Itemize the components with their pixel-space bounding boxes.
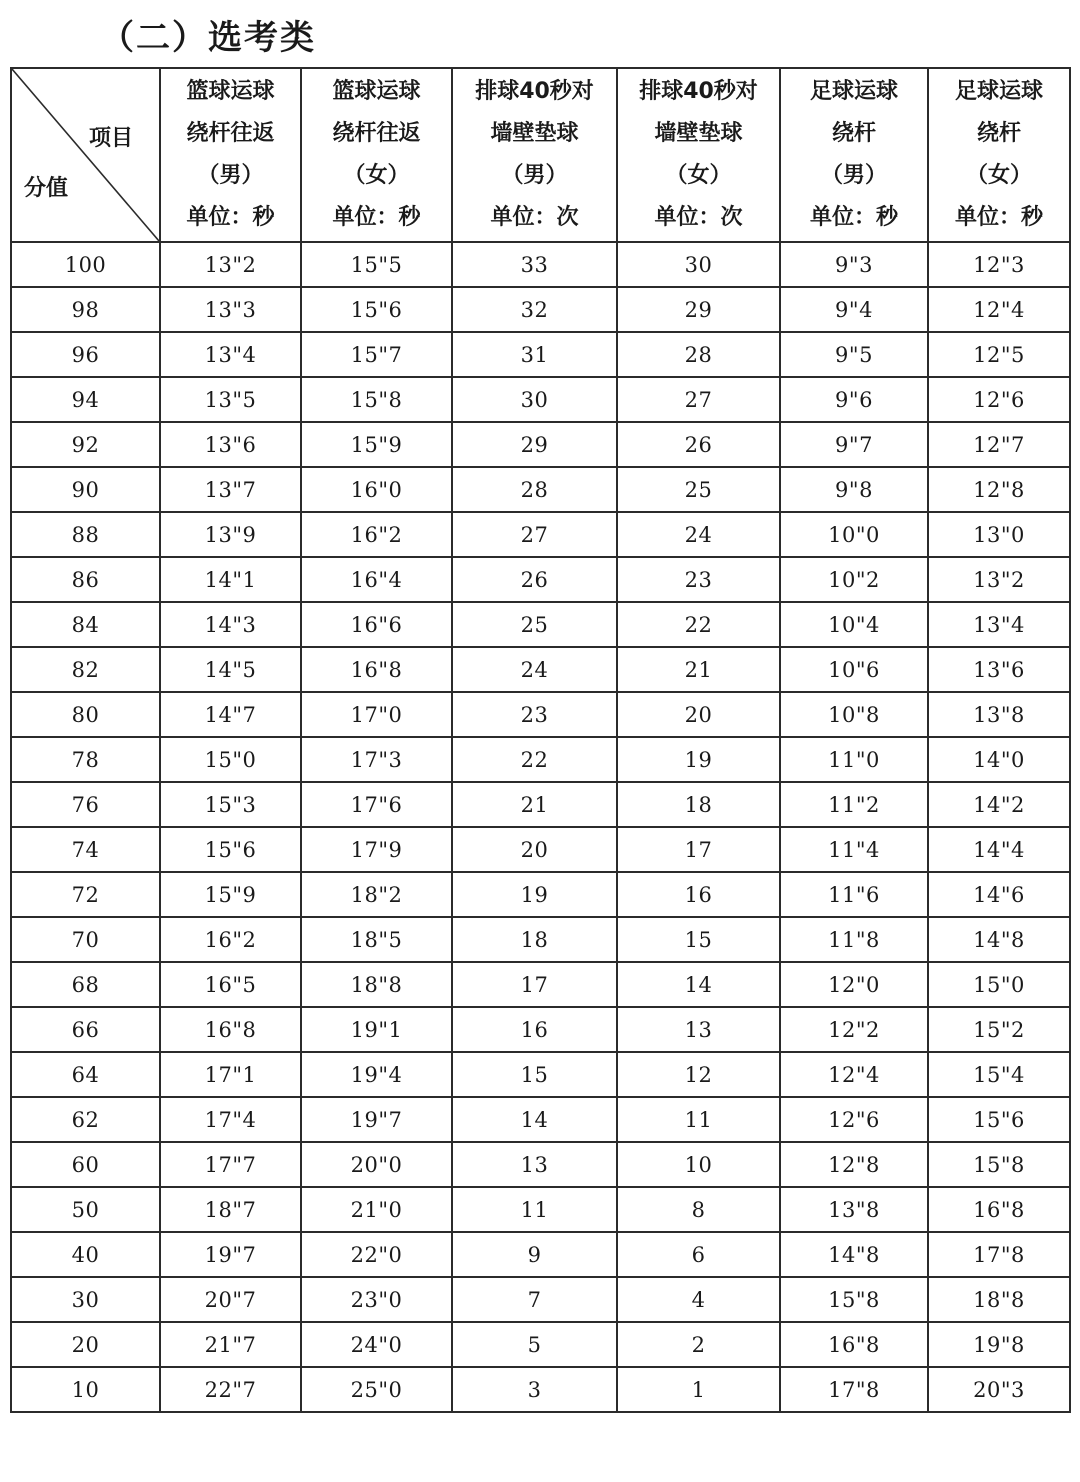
basketball-female-cell: 24"0: [301, 1322, 452, 1367]
football-male-cell: 10"4: [780, 602, 928, 647]
table-row: [11, 377, 1070, 422]
table-row: [11, 1007, 1070, 1052]
football-male-cell: 12"8: [780, 1142, 928, 1187]
football-female-cell: 14"8: [928, 917, 1070, 962]
volleyball-female-cell: 30: [617, 242, 780, 287]
football-female-cell: 15"2: [928, 1007, 1070, 1052]
football-female-cell: 15"4: [928, 1052, 1070, 1097]
football-male-cell: 12"2: [780, 1007, 928, 1052]
football-female-cell: 19"8: [928, 1322, 1070, 1367]
football-female-cell: 15"6: [928, 1097, 1070, 1142]
football-male-cell: 11"2: [780, 782, 928, 827]
volleyball-male-cell: 9: [452, 1232, 617, 1277]
football-female-cell: 18"8: [928, 1277, 1070, 1322]
basketball-male-cell: 16"2: [160, 917, 301, 962]
table-row: [11, 422, 1070, 467]
table-row: [11, 872, 1070, 917]
football-female-cell: 20"3: [928, 1367, 1070, 1412]
column-header-line: 排球40秒对: [639, 79, 758, 104]
score-cell: 76: [11, 782, 160, 827]
volleyball-female-cell: 6: [617, 1232, 780, 1277]
table-row: [11, 467, 1070, 512]
volleyball-male-cell: 27: [452, 512, 617, 557]
basketball-male-cell: 13"2: [160, 242, 301, 287]
corner-label-item: 项目: [88, 126, 133, 151]
basketball-female-cell: 23"0: [301, 1277, 452, 1322]
volleyball-male-cell: 19: [452, 872, 617, 917]
volleyball-female-cell: 10: [617, 1142, 780, 1187]
score-cell: 20: [11, 1322, 160, 1367]
table-row: [11, 962, 1070, 1007]
football-male-cell: 9"4: [780, 287, 928, 332]
table-row: [11, 602, 1070, 647]
football-female-cell: 12"8: [928, 467, 1070, 512]
basketball-male-cell: 14"7: [160, 692, 301, 737]
score-cell: 90: [11, 467, 160, 512]
score-cell: 68: [11, 962, 160, 1007]
column-header-line: 篮球运球: [186, 79, 275, 104]
volleyball-male-cell: 22: [452, 737, 617, 782]
basketball-female-cell: 17"3: [301, 737, 452, 782]
table-row: [11, 1232, 1070, 1277]
column-header-line: （男）: [197, 163, 264, 188]
table-row: [11, 332, 1070, 377]
volleyball-female-cell: 16: [617, 872, 780, 917]
table-row: [11, 1367, 1070, 1412]
football-female-cell: 12"5: [928, 332, 1070, 377]
basketball-male-cell: 21"7: [160, 1322, 301, 1367]
table-row: [11, 692, 1070, 737]
basketball-male-cell: 14"5: [160, 647, 301, 692]
volleyball-male-cell: 14: [452, 1097, 617, 1142]
corner-label-score: 分值: [24, 176, 69, 201]
football-male-cell: 9"7: [780, 422, 928, 467]
score-cell: 84: [11, 602, 160, 647]
table-row: [11, 1052, 1070, 1097]
football-male-cell: 10"8: [780, 692, 928, 737]
column-header-line: 绕杆: [976, 121, 1021, 146]
basketball-male-cell: 20"7: [160, 1277, 301, 1322]
column-header-basketball-male: [160, 68, 301, 242]
volleyball-female-cell: 14: [617, 962, 780, 1007]
volleyball-female-cell: 15: [617, 917, 780, 962]
volleyball-female-cell: 1: [617, 1367, 780, 1412]
basketball-female-cell: 21"0: [301, 1187, 452, 1232]
basketball-male-cell: 13"7: [160, 467, 301, 512]
volleyball-female-cell: 19: [617, 737, 780, 782]
score-cell: 30: [11, 1277, 160, 1322]
column-header-line: 绕杆: [831, 121, 876, 146]
score-cell: 40: [11, 1232, 160, 1277]
score-cell: 10: [11, 1367, 160, 1412]
basketball-male-cell: 13"5: [160, 377, 301, 422]
volleyball-male-cell: 18: [452, 917, 617, 962]
score-cell: 100: [11, 242, 160, 287]
football-female-cell: 13"6: [928, 647, 1070, 692]
basketball-male-cell: 13"6: [160, 422, 301, 467]
football-female-cell: 15"8: [928, 1142, 1070, 1187]
volleyball-male-cell: 29: [452, 422, 617, 467]
volleyball-female-cell: 23: [617, 557, 780, 602]
football-male-cell: 15"8: [780, 1277, 928, 1322]
volleyball-male-cell: 26: [452, 557, 617, 602]
basketball-male-cell: 17"1: [160, 1052, 301, 1097]
football-female-cell: 13"0: [928, 512, 1070, 557]
football-male-cell: 11"4: [780, 827, 928, 872]
table-row: [11, 1097, 1070, 1142]
volleyball-female-cell: 8: [617, 1187, 780, 1232]
football-male-cell: 9"5: [780, 332, 928, 377]
column-header-volleyball-female: [617, 68, 780, 242]
basketball-female-cell: 16"6: [301, 602, 452, 647]
volleyball-female-cell: 21: [617, 647, 780, 692]
column-header-line: （男）: [820, 163, 887, 188]
football-male-cell: 16"8: [780, 1322, 928, 1367]
football-male-cell: 11"8: [780, 917, 928, 962]
football-male-cell: 9"6: [780, 377, 928, 422]
basketball-female-cell: 22"0: [301, 1232, 452, 1277]
football-female-cell: 13"4: [928, 602, 1070, 647]
column-header-unit: 单位：秒: [332, 205, 421, 230]
volleyball-male-cell: 3: [452, 1367, 617, 1412]
football-female-cell: 14"6: [928, 872, 1070, 917]
basketball-female-cell: 25"0: [301, 1367, 452, 1412]
table-row: [11, 917, 1070, 962]
football-male-cell: 11"6: [780, 872, 928, 917]
basketball-male-cell: 15"6: [160, 827, 301, 872]
score-cell: 60: [11, 1142, 160, 1187]
basketball-male-cell: 16"8: [160, 1007, 301, 1052]
column-header-line: （男）: [501, 163, 568, 188]
basketball-male-cell: 15"3: [160, 782, 301, 827]
football-female-cell: 13"8: [928, 692, 1070, 737]
football-male-cell: 14"8: [780, 1232, 928, 1277]
score-cell: 66: [11, 1007, 160, 1052]
volleyball-female-cell: 28: [617, 332, 780, 377]
column-header-line: 足球运球: [809, 79, 898, 104]
column-header-football-female: [928, 68, 1070, 242]
basketball-female-cell: 19"7: [301, 1097, 452, 1142]
column-header-basketball-female: [301, 68, 452, 242]
volleyball-female-cell: 26: [617, 422, 780, 467]
football-male-cell: 12"0: [780, 962, 928, 1007]
basketball-male-cell: 16"5: [160, 962, 301, 1007]
score-cell: 82: [11, 647, 160, 692]
football-female-cell: 14"0: [928, 737, 1070, 782]
volleyball-male-cell: 25: [452, 602, 617, 647]
basketball-male-cell: 15"0: [160, 737, 301, 782]
volleyball-female-cell: 29: [617, 287, 780, 332]
basketball-female-cell: 19"1: [301, 1007, 452, 1052]
score-cell: 96: [11, 332, 160, 377]
volleyball-female-cell: 20: [617, 692, 780, 737]
volleyball-male-cell: 11: [452, 1187, 617, 1232]
score-table-body: [11, 242, 1070, 1412]
score-cell: 62: [11, 1097, 160, 1142]
score-cell: 64: [11, 1052, 160, 1097]
basketball-male-cell: 14"1: [160, 557, 301, 602]
volleyball-female-cell: 27: [617, 377, 780, 422]
basketball-male-cell: 13"4: [160, 332, 301, 377]
column-header-unit: 单位：次: [490, 205, 579, 230]
table-row: [11, 1322, 1070, 1367]
corner-header-cell: [11, 68, 160, 242]
volleyball-female-cell: 11: [617, 1097, 780, 1142]
basketball-male-cell: 17"7: [160, 1142, 301, 1187]
basketball-female-cell: 19"4: [301, 1052, 452, 1097]
volleyball-male-cell: 13: [452, 1142, 617, 1187]
football-female-cell: 12"4: [928, 287, 1070, 332]
football-male-cell: 12"4: [780, 1052, 928, 1097]
football-female-cell: 12"6: [928, 377, 1070, 422]
volleyball-male-cell: 30: [452, 377, 617, 422]
basketball-female-cell: 15"9: [301, 422, 452, 467]
table-row: [11, 557, 1070, 602]
volleyball-female-cell: 25: [617, 467, 780, 512]
basketball-male-cell: 22"7: [160, 1367, 301, 1412]
score-cell: 98: [11, 287, 160, 332]
column-header-line: 墙壁垫球: [654, 121, 743, 146]
basketball-female-cell: 17"0: [301, 692, 452, 737]
basketball-female-cell: 18"5: [301, 917, 452, 962]
basketball-female-cell: 15"7: [301, 332, 452, 377]
football-male-cell: 10"6: [780, 647, 928, 692]
football-female-cell: 14"4: [928, 827, 1070, 872]
column-header-line: （女）: [965, 163, 1032, 188]
column-header-line: 排球40秒对: [475, 79, 594, 104]
volleyball-male-cell: 33: [452, 242, 617, 287]
volleyball-male-cell: 5: [452, 1322, 617, 1367]
football-female-cell: 14"2: [928, 782, 1070, 827]
score-cell: 74: [11, 827, 160, 872]
volleyball-male-cell: 15: [452, 1052, 617, 1097]
basketball-female-cell: 20"0: [301, 1142, 452, 1187]
basketball-female-cell: 16"4: [301, 557, 452, 602]
volleyball-male-cell: 24: [452, 647, 617, 692]
score-cell: 88: [11, 512, 160, 557]
basketball-female-cell: 15"8: [301, 377, 452, 422]
football-male-cell: 9"3: [780, 242, 928, 287]
volleyball-female-cell: 18: [617, 782, 780, 827]
column-header-line: 墙壁垫球: [490, 121, 579, 146]
score-cell: 72: [11, 872, 160, 917]
score-cell: 80: [11, 692, 160, 737]
table-row: [11, 827, 1070, 872]
score-cell: 94: [11, 377, 160, 422]
basketball-female-cell: 16"0: [301, 467, 452, 512]
basketball-female-cell: 15"5: [301, 242, 452, 287]
basketball-male-cell: 14"3: [160, 602, 301, 647]
basketball-female-cell: 18"2: [301, 872, 452, 917]
volleyball-female-cell: 12: [617, 1052, 780, 1097]
table-row: [11, 1277, 1070, 1322]
diagonal-line: [12, 69, 159, 241]
volleyball-male-cell: 20: [452, 827, 617, 872]
table-row: [11, 242, 1070, 287]
basketball-female-cell: 16"2: [301, 512, 452, 557]
table-row: [11, 1187, 1070, 1232]
football-male-cell: 12"6: [780, 1097, 928, 1142]
column-header-unit: 单位：秒: [809, 205, 898, 230]
volleyball-female-cell: 2: [617, 1322, 780, 1367]
column-header-unit: 单位：秒: [954, 205, 1043, 230]
basketball-male-cell: 17"4: [160, 1097, 301, 1142]
football-male-cell: 13"8: [780, 1187, 928, 1232]
column-header-unit: 单位：次: [654, 205, 743, 230]
volleyball-male-cell: 16: [452, 1007, 617, 1052]
basketball-male-cell: 13"9: [160, 512, 301, 557]
football-female-cell: 15"0: [928, 962, 1070, 1007]
score-table: [10, 67, 1071, 1413]
basketball-female-cell: 15"6: [301, 287, 452, 332]
basketball-female-cell: 17"9: [301, 827, 452, 872]
volleyball-female-cell: 4: [617, 1277, 780, 1322]
score-cell: 86: [11, 557, 160, 602]
football-male-cell: 10"0: [780, 512, 928, 557]
column-header-line: （女）: [343, 163, 410, 188]
football-female-cell: 13"2: [928, 557, 1070, 602]
section-title: （二）选考类: [100, 18, 316, 58]
column-header-line: 篮球运球: [332, 79, 421, 104]
football-female-cell: 12"7: [928, 422, 1070, 467]
football-male-cell: 9"8: [780, 467, 928, 512]
football-male-cell: 10"2: [780, 557, 928, 602]
score-cell: 78: [11, 737, 160, 782]
basketball-male-cell: 18"7: [160, 1187, 301, 1232]
table-row: [11, 1142, 1070, 1187]
volleyball-male-cell: 28: [452, 467, 617, 512]
column-header-volleyball-male: [452, 68, 617, 242]
basketball-male-cell: 13"3: [160, 287, 301, 332]
table-row: [11, 782, 1070, 827]
volleyball-female-cell: 13: [617, 1007, 780, 1052]
table-row: [11, 512, 1070, 557]
table-row: [11, 287, 1070, 332]
volleyball-male-cell: 21: [452, 782, 617, 827]
column-header-football-male: [780, 68, 928, 242]
volleyball-female-cell: 17: [617, 827, 780, 872]
volleyball-female-cell: 24: [617, 512, 780, 557]
football-male-cell: 11"0: [780, 737, 928, 782]
basketball-male-cell: 15"9: [160, 872, 301, 917]
football-female-cell: 12"3: [928, 242, 1070, 287]
volleyball-male-cell: 31: [452, 332, 617, 377]
score-cell: 70: [11, 917, 160, 962]
football-male-cell: 17"8: [780, 1367, 928, 1412]
table-row: [11, 737, 1070, 782]
column-header-line: 绕杆往返: [186, 121, 275, 146]
column-header-unit: 单位：秒: [186, 205, 275, 230]
column-header-line: 足球运球: [954, 79, 1043, 104]
volleyball-male-cell: 7: [452, 1277, 617, 1322]
basketball-male-cell: 19"7: [160, 1232, 301, 1277]
basketball-female-cell: 17"6: [301, 782, 452, 827]
score-cell: 50: [11, 1187, 160, 1232]
table-row: [11, 647, 1070, 692]
volleyball-male-cell: 23: [452, 692, 617, 737]
football-female-cell: 17"8: [928, 1232, 1070, 1277]
column-header-line: 绕杆往返: [332, 121, 421, 146]
volleyball-female-cell: 22: [617, 602, 780, 647]
header-row: [11, 68, 1070, 242]
volleyball-male-cell: 32: [452, 287, 617, 332]
score-cell: 92: [11, 422, 160, 467]
basketball-female-cell: 16"8: [301, 647, 452, 692]
football-female-cell: 16"8: [928, 1187, 1070, 1232]
basketball-female-cell: 18"8: [301, 962, 452, 1007]
column-header-line: （女）: [665, 163, 732, 188]
volleyball-male-cell: 17: [452, 962, 617, 1007]
